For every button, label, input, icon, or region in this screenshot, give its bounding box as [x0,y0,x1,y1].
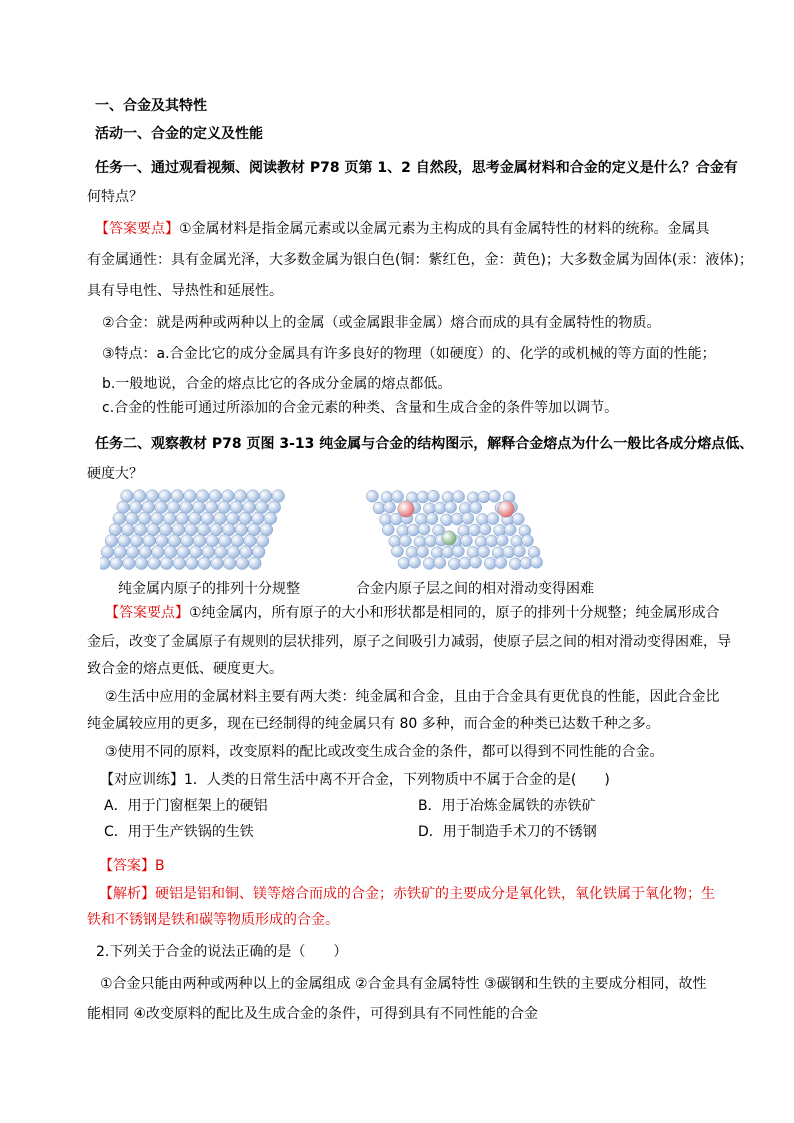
atom [227,546,240,559]
atom [101,546,114,559]
exercise1-option-b: B．用于冶炼金属铁的赤铁矿 [418,798,596,814]
atom [159,523,172,536]
task1-line2: 何特点？ [87,189,143,205]
atom [171,490,184,503]
atom [193,535,206,548]
atom [478,491,490,503]
analysis-tag: 【解析】 [99,886,155,902]
atom [239,512,252,525]
atom [219,535,232,548]
atom [504,524,516,536]
atom [205,501,218,514]
atom [255,501,268,514]
atom [230,501,243,514]
atom [185,523,198,536]
answer1-line4: ②合金：就是两种或两种以上的金属（或金属跟非金属）熔合而成的具有金属特性的物质。 [102,315,661,331]
atom [240,546,253,559]
atom [189,546,202,559]
exercise1-stem: 【对应训练】1．人类的日常生活中离不开合金，下列物质中不属于合金的是( ) [100,772,610,788]
atom [113,512,126,525]
atom [470,502,482,514]
answer-tag: 【答案要点】 [95,221,179,237]
atom [168,535,181,548]
atom [177,546,190,559]
answer2-line1: 【答案要点】①纯金属内，所有原子的大小和形状都是相同的，原子的排列十分规整；纯金属形成合 [105,605,720,621]
answer2-line5: 纯金属较应用的更多，现在已经制得的纯金属只有 80 多种，而合金的种类已达数千种之多。 [87,716,660,732]
atom [256,535,269,548]
activity-heading: 活动一、合金的定义及性能 [95,126,263,142]
exercise1-option-d: D．用于制造手术刀的不锈钢 [418,824,597,840]
exercise1-option-c: C．用于生产铁锅的生铁 [104,824,254,840]
atom [260,523,273,536]
atom [259,490,272,503]
atom [126,546,139,559]
atom [373,502,385,514]
atom [121,490,134,503]
left-figure-caption: 纯金属内原子的排列十分规整 [118,581,300,597]
atom [209,490,222,503]
atom [366,490,378,502]
answer1-line7: c.合金的性能可通过所添加的合金元素的种类、含量和生成合金的条件等加以调节。 [102,400,619,416]
exercise1-analysis-line1: 【解析】硬铝是铝和铜、镁等熔合而成的合金；赤铁矿的主要成分是氧化铁，氧化铁属于氧化物；生 [99,886,715,902]
atom [512,513,524,525]
atom [215,546,228,559]
answer1-line3: 具有导电性、导热性和延展性。 [87,283,283,299]
atom [184,490,197,503]
atom [126,512,139,525]
atom [384,501,396,513]
atom [462,512,474,524]
atom [488,490,500,502]
atom [151,512,164,525]
atom [243,501,256,514]
exercise1-answer: 【答案】B [99,858,165,874]
atom [392,491,404,503]
solute-atom [442,531,457,546]
solute-atom [498,501,515,518]
atom [173,557,186,570]
answer2-line3: 致合金的熔点更低、硬度更大。 [87,661,283,677]
right-figure-caption: 合金内原子层之间的相对滑动变得困难 [356,581,594,597]
task2-line1: 任务二、观察教材 P78 页图 3-13 纯金属与合金的结构图示，解释合金熔点为什么一般比各成分熔点低、 [95,436,754,452]
atom [167,501,180,514]
atom [202,546,215,559]
exercise1-analysis-line2: 铁和不锈钢是铁和碳等物质形成的合金。 [87,912,339,928]
atom [496,534,508,546]
solute-atom [398,501,415,518]
atom [451,513,463,525]
task1-line1 [95,158,738,178]
atom [142,501,155,514]
atom [206,535,219,548]
atom [452,545,464,557]
exercise2-line1: ①合金只能由两种或两种以上的金属组成 ②合金具有金属特性 ③碳钢和生铁的主要成分相同，故性 [100,976,707,992]
atom [129,501,142,514]
answer1-line1: 【答案要点】①金属材料是指金属元素或以金属元素为主构成的具有金属特性的材料的统称。金属具 [95,221,710,237]
atom [148,557,161,570]
atom [453,491,465,503]
atom [426,513,438,525]
atom [425,535,437,547]
atom [201,512,214,525]
atom [398,557,410,569]
atom [418,523,430,535]
atom [156,535,169,548]
atom [531,556,543,568]
atom [210,523,223,536]
atom [434,557,446,569]
atom [139,546,152,559]
atom [442,546,454,558]
atom [268,501,281,514]
answer2-line4: ②生活中应用的金属材料主要有两大类：纯金属和合金，且由于合金具有更优良的性能，因此合金比 [105,689,720,705]
atom [441,514,453,526]
atom [146,490,159,503]
atom [264,512,277,525]
atom [503,546,515,558]
atom [486,535,498,547]
atom [192,501,205,514]
atom [180,501,193,514]
atom [123,557,136,570]
atom [163,512,176,525]
atom [478,546,490,558]
atom [459,557,471,569]
atom [427,490,439,502]
atom [487,513,499,525]
answer-tag: 【答案要点】 [105,605,189,621]
answer1-line2: 有金属通性：具有金属光泽，大多数金属为银白色(铜：紫红色，金：黄色)；大多数金属为固体(汞：液体)； [87,252,753,268]
exercise2-stem: 2.下列关于合金的说法正确的是（ ） [96,944,348,960]
atom [417,491,429,503]
answer1-line5: ③特点：a.合金比它的成分金属具有许多良好的物理（如硬度）的、化学的或机械的等方面的性能； [102,346,716,362]
atom [197,523,210,536]
atom [109,523,122,536]
atom [105,535,118,548]
atom [252,512,265,525]
atom [236,557,249,570]
atom [434,502,446,514]
atom [248,523,261,536]
answer2-line6: ③使用不同的原料，改变原料的配比或改变生成合金的条件，都可以得到不同性能的合金。 [105,744,664,760]
atom [214,512,227,525]
section-heading: 一、合金及其特性 [95,98,207,114]
atom [122,523,135,536]
atom [114,546,127,559]
atom [495,557,507,569]
atom [509,558,521,570]
atom [249,557,262,570]
atom [235,523,248,536]
atom [218,501,231,514]
atom [417,546,429,558]
atom [479,523,491,535]
atom [513,545,525,557]
atom [223,557,236,570]
atom [138,512,151,525]
atom [460,535,472,547]
atom [160,557,173,570]
atom [211,557,224,570]
atom [382,524,394,536]
atom [110,557,123,570]
atom [409,556,421,568]
atom [164,546,177,559]
atom [484,557,496,569]
atom [181,535,194,548]
answer2-line2: 金后，改变了金属原子有规则的层状排列，原子之间吸引力减弱，使原子层之间的相对滑动变得困难，导 [87,634,731,650]
atom [100,557,110,570]
atom [448,558,460,570]
atom [234,490,247,503]
atom [252,546,265,559]
atom [231,535,244,548]
atom [176,512,189,525]
task1-text: 任务一、通过观看视频、阅读教材 P78 页第 1、2 自然段，思考金属材料和合金的定义是什么？合金有 [95,160,738,176]
atom [196,490,209,503]
atom [520,557,532,569]
atom [155,501,168,514]
atom [222,490,235,503]
exercise2-line2: 能相同 ④改变原料的配比及生成合金的条件，可得到具有不同性能的合金 [87,1006,538,1022]
pure-metal-structure-figure [100,488,315,574]
atom [272,490,285,503]
atom [521,535,533,547]
atom [407,524,419,536]
atom [133,490,146,503]
atom [189,512,202,525]
atom [468,524,480,536]
atom [143,535,156,548]
task2-line2: 硬度大？ [87,466,143,482]
atom [186,557,199,570]
atom [147,523,160,536]
atom [391,545,403,557]
atom [226,512,239,525]
atom [134,523,147,536]
atom [445,501,457,513]
atom [247,490,260,503]
atom [198,557,211,570]
answer1-line6: b.一般地说，合金的熔点比它的各成分金属的熔点都低。 [102,376,452,392]
atom [135,557,148,570]
atom [159,490,172,503]
atom [130,535,143,548]
atom [152,546,165,559]
atom [222,523,235,536]
atom [244,535,257,548]
atom [470,556,482,568]
atom [423,557,435,569]
atom [118,535,131,548]
atom [117,501,130,514]
atom [399,535,411,547]
alloy-structure-figure [362,488,572,574]
exercise1-option-a: A．用于门窗框架上的硬铝 [104,798,268,814]
atom [172,523,185,536]
